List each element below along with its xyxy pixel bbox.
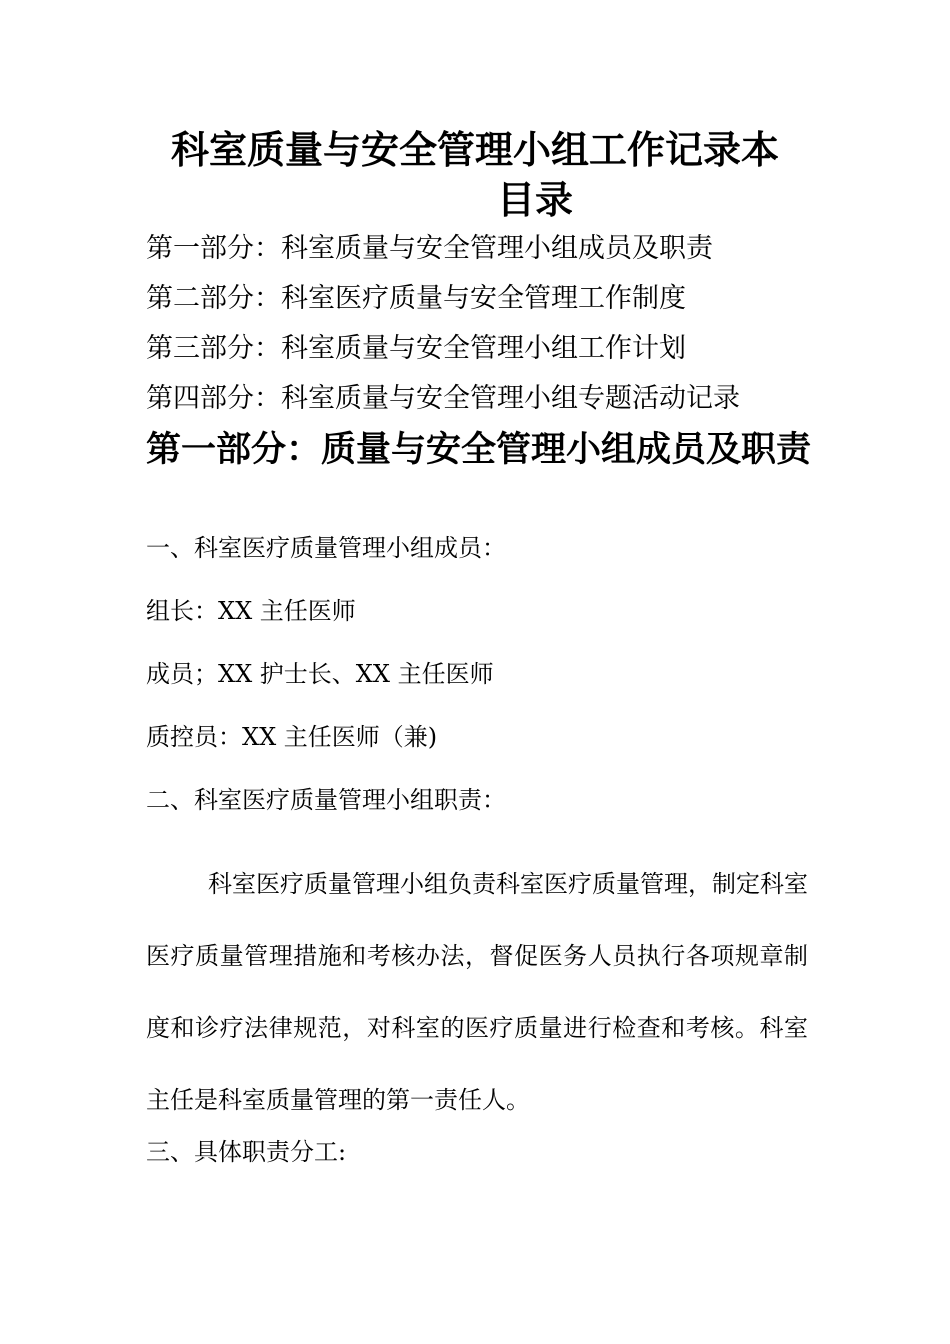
toc-item-part3: 第三部分：科室质量与安全管理小组工作计划	[146, 333, 686, 364]
leader-line: 组长：XX 主任医师	[146, 597, 356, 625]
toc-item-part1: 第一部分：科室质量与安全管理小组成员及职责	[146, 233, 713, 264]
toc-title: 目录	[496, 177, 573, 222]
members-line: 成员；XX 护士长、XX 主任医师	[146, 660, 494, 688]
toc-item-part2: 第二部分：科室医疗质量与安全管理工作制度	[146, 283, 686, 314]
duties-paragraph: 科室医疗质量管理小组负责科室医疗质量管理，制定科室医疗质量管理措施和考核办法，督促医务人员执行各项规章制度和诊疗法律规范，对科室的医疗质量进行检查和考核。科室主任是科室质量管理的第一责任人。	[146, 870, 808, 1114]
section-1-heading: 第一部分：质量与安全管理小组成员及职责	[146, 429, 812, 470]
qc-officer-line: 质控员：XX 主任医师（兼)	[146, 723, 438, 751]
document-title: 科室质量与安全管理小组工作记录本	[170, 127, 779, 172]
members-heading: 一、科室医疗质量管理小组成员：	[146, 534, 506, 562]
toc-item-part4: 第四部分：科室质量与安全管理小组专题活动记录	[146, 383, 740, 414]
division-heading: 三、具体职责分工:	[146, 1138, 347, 1166]
table-of-contents	[146, 224, 826, 424]
duties-heading: 二、科室医疗质量管理小组职责：	[146, 786, 506, 814]
